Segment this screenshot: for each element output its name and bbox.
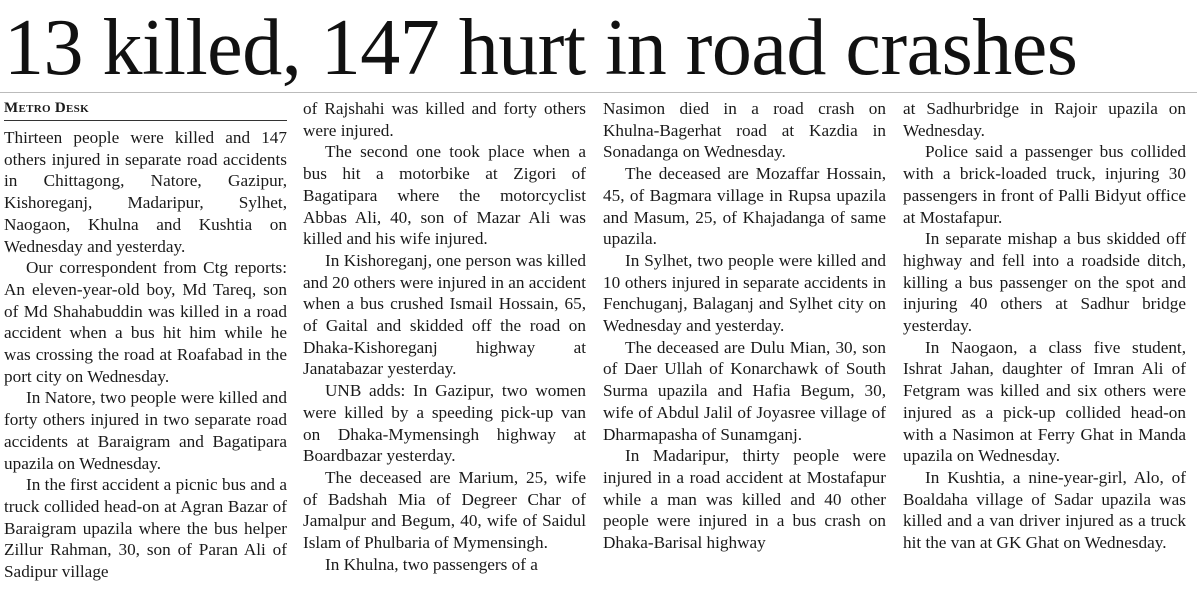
article-paragraph: In Khulna, two passengers of a bbox=[325, 554, 538, 574]
article-paragraph: Police said a passenger bus collided with a brick-loaded truck, injuring 30 passengers in front of Palli Bidyut office at Mostafapur. bbox=[903, 142, 1186, 227]
article-paragraph: In Kishoreganj, one person was killed and 20 others were injured in an accident when a bus crushed Ismail Hossain, 65, of Gaital and skidded off the road on Dhaka-Kishoreganj highway at Janatabazar yesterday. bbox=[303, 250, 587, 379]
headline-rule bbox=[0, 92, 1197, 93]
article-column-4 bbox=[903, 98, 1186, 554]
article-paragraph: In Sylhet, two people were killed and 10 others injured in separate accidents in Fenchuganj, Balaganj and Sylhet city on Wednesday and yesterday. bbox=[603, 250, 886, 336]
byline: Metro Desk bbox=[4, 98, 287, 121]
article-paragraph: of Rajshahi was killed and forty others were injured. bbox=[303, 99, 586, 140]
article-paragraph: The deceased are Mozaffar Hossain, 45, of Bagmara village in Rupsa upazila and Masum, 25, of Khajadanga of same upazila. bbox=[603, 164, 886, 249]
article-paragraph: The second one took place when a bus hit a motorbike at Zigori of Bagatipara where the motorcyclist Abbas Ali, 40, son of Mazar Ali was killed and his wife injured. bbox=[303, 142, 586, 249]
article-paragraph: In Madaripur, thirty people were injured in a road accident at Mostafapur while a man was killed and 40 other people were injured in a bus crash on Dhaka-Barisal highway bbox=[603, 446, 886, 553]
article-paragraph: In Kushtia, a nine-year-girl, Alo, of Boaldaha village of Sadar upazila was killed and a van driver injured as a truck hit the van at GK Ghat on Wednesday. bbox=[903, 467, 1186, 553]
article-paragraph: The deceased are Marium, 25, wife of Badshah Mia of Degreer Char of Jamalpur and Begum, 40, wife of Saidul Islam of Phulbaria of Mymensingh. bbox=[303, 467, 586, 553]
article-paragraph: at Sadhurbridge in Rajoir upazila on Wednesday. bbox=[903, 99, 1186, 140]
article-column-1 bbox=[4, 98, 287, 583]
article-paragraph: In the first accident a picnic bus and a truck collided head-on at Agran Bazar of Baraigram upazila where the bus helper Zillur Rahman, 30, son of Paran Ali of Sadipur village bbox=[4, 475, 287, 582]
headline: 13 killed, 147 hurt in road crashes bbox=[4, 4, 1078, 92]
article-paragraph: UNB adds: In Gazipur, two women were killed by a speeding pick-up van on Dhaka-Mymensingh highway at Boardbazar yesterday. bbox=[303, 381, 586, 466]
article-paragraph: Our correspondent from Ctg reports: An eleven-year-old boy, Md Tareq, son of Md Shahabuddin was killed in a road accident when a bus hit him while he was crossing the road at Roafabad in the port city on Wednesday. bbox=[4, 258, 287, 386]
article-column-2 bbox=[303, 98, 586, 575]
article-paragraph: In Naogaon, a class five student, Ishrat Jahan, daughter of Imran Ali of Fetgram was killed and six others were injured as a pick-up collided head-on with a Nasimon at Ferry Ghat in Manda upazila on Wednesday. bbox=[903, 337, 1186, 466]
article-paragraph: Nasimon died in a road crash on Khulna-Bagerhat road at Kazdia in Sonadanga on Wednesday. bbox=[603, 99, 886, 162]
article-paragraph: The deceased are Dulu Mian, 30, son of Daer Ullah of Konarchawk of South Surma upazila and Hafia Begum, 30, wife of Abdul Jalil of Joyasree village of Dharmapasha of Sunamganj. bbox=[603, 337, 886, 444]
article-paragraph: Thirteen people were killed and 147 others injured in separate road accidents in Chittagong, Natore, Gazipur, Kishoreganj, Madaripur, Sylhet, Naogaon, Khulna and Kushtia on Wednesday and yesterday. bbox=[4, 128, 287, 256]
article-column-3 bbox=[603, 98, 886, 554]
article-paragraph: In Natore, two people were killed and forty others injured in two separate road accidents at Baraigram and Bagatipara upazila on Wednesday. bbox=[4, 388, 287, 473]
article-paragraph: In separate mishap a bus skidded off highway and fell into a roadside ditch, killing a bus passenger on the spot and injuring 40 others at Sadhur bridge yesterday. bbox=[903, 229, 1186, 336]
